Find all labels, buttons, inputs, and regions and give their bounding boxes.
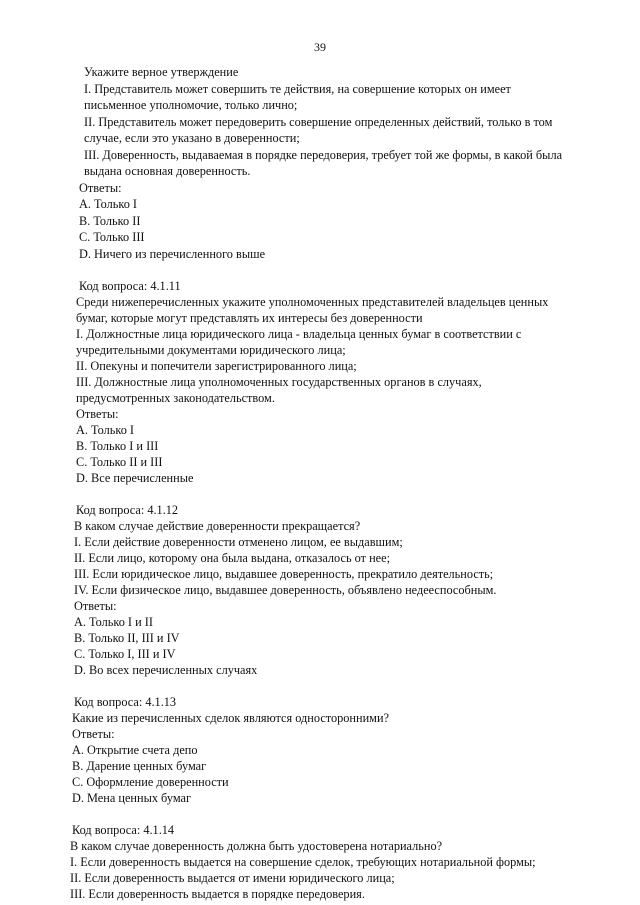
question-code: Код вопроса: 4.1.11 [79, 279, 181, 293]
answer-option: D. Все перечисленные [76, 471, 194, 485]
text-line: III. Доверенность, выдаваемая в порядке передоверия, требует той же формы, в какой была [84, 148, 563, 162]
text-line: II. Если лицо, которому она была выдана, отказалось от нее; [74, 551, 390, 565]
question-code: Код вопроса: 4.1.12 [76, 503, 179, 517]
answer-option: B. Дарение ценных бумаг [72, 759, 207, 773]
answer-option: C. Только II и III [76, 455, 163, 469]
text-line: выдана основная доверенность. [84, 164, 251, 178]
text-line: I. Должностные лица юридического лица - владельца ценных бумаг в соответствии с [76, 327, 522, 341]
answer-option: D. Ничего из перечисленного выше [79, 247, 266, 261]
text-line: I. Если действие доверенности отменено лицом, ее выдавшим; [74, 535, 403, 549]
text-line: письменное уполномочие, только лично; [84, 98, 298, 112]
page-number: 39 [314, 40, 326, 54]
text-line: III. Если юридическое лицо, выдавшее доверенность, прекратило деятельность; [74, 567, 494, 581]
answer-option: D. Мена ценных бумаг [72, 791, 192, 805]
answer-option: C. Только I, III и IV [74, 647, 176, 661]
text-line: В каком случае действие доверенности прекращается? [74, 519, 361, 533]
question-code: Код вопроса: 4.1.13 [74, 695, 177, 709]
answer-option: B. Только II [79, 214, 141, 228]
text-line: предусмотренных законодательством. [76, 391, 275, 405]
answer-option: A. Только I [76, 423, 135, 437]
answer-option: A. Открытие счета депо [72, 743, 198, 757]
text-line: I. Представитель может совершить те действия, на совершение которых он имеет [84, 82, 511, 96]
text-line: IV. Если физическое лицо, выдавшее доверенность, объявлено недееспособным. [74, 583, 497, 597]
text-line: III. Должностные лица уполномоченных государственных органов в случаях, [76, 375, 482, 389]
text-line: I. Если доверенность выдается на совершение сделок, требующих нотариальной формы; [70, 855, 536, 869]
text-line: II. Если доверенность выдается от имени юридического лица; [70, 871, 395, 885]
text-line: Ответы: [74, 599, 117, 613]
text-line: Ответы: [72, 727, 115, 741]
text-line: бумаг, которые могут представлять их интересы без доверенности [76, 311, 423, 325]
answer-option: C. Только III [79, 230, 145, 244]
answer-option: B. Только I и III [76, 439, 159, 453]
text-line: В каком случае доверенность должна быть удостоверена нотариально? [70, 839, 443, 853]
text-line: II. Опекуны и попечители зарегистрированного лица; [76, 359, 357, 373]
text-line: Укажите верное утверждение [84, 65, 239, 79]
answer-option: B. Только II, III и IV [74, 631, 180, 645]
answer-option: C. Оформление доверенности [72, 775, 229, 789]
text-line: Какие из перечисленных сделок являются односторонними? [72, 711, 389, 725]
answer-option: A. Только I и II [74, 615, 153, 629]
question-code: Код вопроса: 4.1.14 [72, 823, 175, 837]
text-line: учредительными документами юридического лица; [76, 343, 346, 357]
answer-option: A. Только I [79, 197, 138, 211]
text-line: Ответы: [79, 181, 122, 195]
text-line: Ответы: [76, 407, 119, 421]
text-line: III. Если доверенность выдается в порядке передоверия. [70, 887, 365, 901]
answer-option: D. Во всех перечисленных случаях [74, 663, 258, 677]
text-line: случае, если это указано в доверенности; [84, 131, 300, 145]
text-line: Среди нижеперечисленных укажите уполномоченных представителей владельцев ценных [76, 295, 549, 309]
text-line: II. Представитель может передоверить совершение определенных действий, только в том [84, 115, 553, 129]
